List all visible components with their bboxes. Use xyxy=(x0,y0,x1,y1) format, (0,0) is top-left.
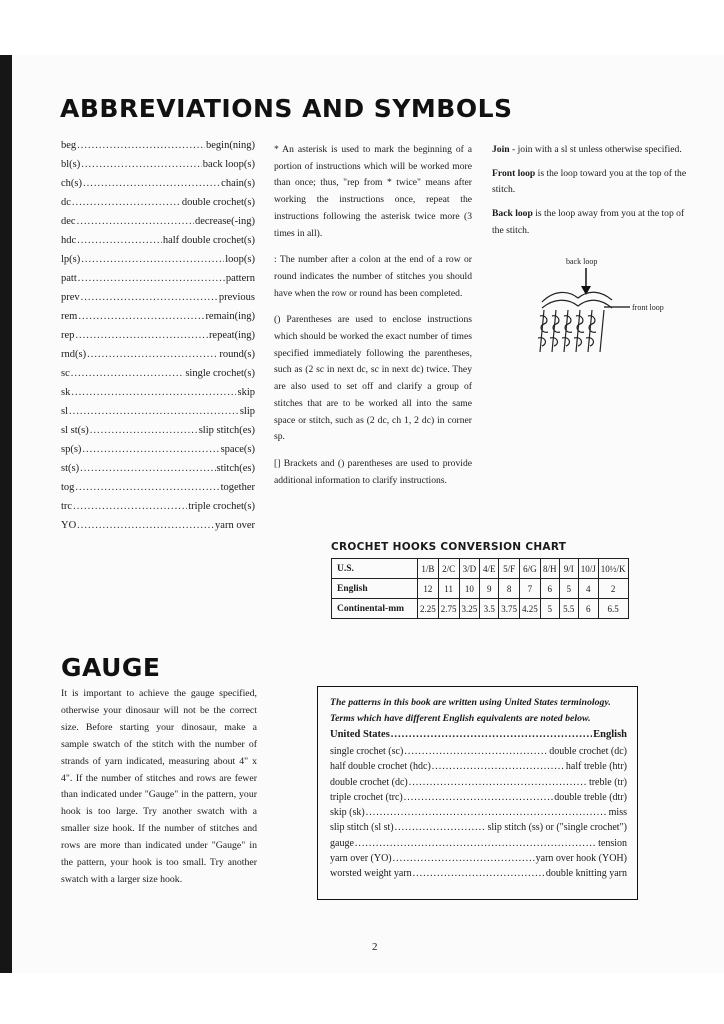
leader-dots xyxy=(77,520,214,531)
leader-dots xyxy=(81,292,218,303)
english-term: double crochet (dc) xyxy=(549,746,627,757)
abbreviation-definition: single crochet(s) xyxy=(185,368,255,379)
hooks-table-cell: 5 xyxy=(559,579,578,599)
hooks-table-cell: 2.25 xyxy=(418,599,439,619)
abbreviation-definition: decrease(-ing) xyxy=(194,216,255,227)
hooks-table xyxy=(331,558,629,619)
back-loop-text: is the loop away from you at the top of the stitch. xyxy=(492,208,685,236)
leader-dots xyxy=(69,406,239,417)
us-term: yarn over (YO) xyxy=(330,853,392,865)
terminology-row xyxy=(330,792,627,807)
join-definition xyxy=(492,142,688,159)
abbreviation-row xyxy=(61,501,255,520)
abbreviation-definition: space(s) xyxy=(220,444,255,455)
abbreviation-row xyxy=(61,292,255,311)
leader-dots xyxy=(82,444,219,455)
abbreviation-term: prev xyxy=(61,292,80,303)
hooks-table-cell: 6 xyxy=(540,579,559,599)
header-english: English xyxy=(593,729,627,740)
abbreviation-definition: loop(s) xyxy=(225,254,255,265)
english-term: miss xyxy=(608,807,627,819)
abbreviation-term: sl st(s) xyxy=(61,425,89,436)
leader-dots xyxy=(71,387,236,398)
english-term: tension xyxy=(598,837,627,849)
hooks-table-cell: 9 xyxy=(480,579,499,599)
abbreviation-definition: slip xyxy=(239,406,255,417)
header-united-states: United States xyxy=(330,729,390,740)
asterisk-note: * An asterisk is used to mark the beginning of a portion of instructions which will be worked more than once; thus, "rep from * twice" means after working the instructions once, repeat the instructions following the asterisk twice more (3 times in all). xyxy=(274,144,472,239)
hooks-table-cell: 5/F xyxy=(499,559,520,579)
abbreviation-row xyxy=(61,273,255,292)
leader-dots xyxy=(404,792,554,803)
hooks-table-cell: 2.75 xyxy=(438,599,459,619)
abbreviation-definition: skip xyxy=(237,387,255,398)
join-text: - join with a sl st unless otherwise specified. xyxy=(509,144,682,155)
hooks-row-label: Continental-mm xyxy=(332,599,418,619)
us-term: skip (sk) xyxy=(330,807,365,819)
abbreviation-row xyxy=(61,425,255,444)
abbreviation-row xyxy=(61,235,255,254)
english-term: yarn over hook (YOH) xyxy=(535,853,627,865)
abbreviation-definition: slip stitch(es) xyxy=(198,425,255,436)
leader-dots xyxy=(75,330,208,341)
abbreviation-row xyxy=(61,159,255,178)
terminology-row xyxy=(330,746,627,761)
terminology-row xyxy=(330,868,627,883)
hooks-chart-title: CROCHET HOOKS CONVERSION CHART xyxy=(331,541,567,553)
abbreviation-row xyxy=(61,444,255,463)
hooks-row-label: U.S. xyxy=(332,559,418,579)
parentheses-note: () Parentheses are used to enclose instructions which should be worked the exact number of times specified immediately following the parentheses, such as (2 sc in next dc, sc in next dc) twice. They are also used to set off and clarify a group of stitches that are to be worked all into the same space or stitch, such as (2 dc, ch 1, 2 dc) in corner sp. xyxy=(274,314,472,443)
abbreviation-definition: repeat(ing) xyxy=(208,330,255,341)
leader-dots xyxy=(75,482,219,493)
abbreviation-definition: previous xyxy=(218,292,255,303)
leader-dots xyxy=(409,777,588,788)
back-loop-definition xyxy=(492,206,688,239)
terminology-row xyxy=(330,822,627,837)
hooks-table-cell: 4 xyxy=(578,579,598,599)
english-term: double treble (dtr) xyxy=(554,791,627,803)
hooks-table-cell: 6 xyxy=(578,599,598,619)
leader-dots xyxy=(81,159,202,170)
front-loop-text: is the loop toward you at the top of the stitch. xyxy=(492,167,687,196)
join-label: Join xyxy=(492,144,510,155)
leader-dots xyxy=(393,853,535,864)
abbreviation-row xyxy=(61,387,255,406)
abbreviations-heading: ABBREVIATIONS AND SYMBOLS xyxy=(60,94,513,123)
hooks-table-cell: 3.5 xyxy=(480,599,499,619)
hooks-table-cell: 6/G xyxy=(520,559,541,579)
leader-dots xyxy=(78,311,204,322)
hooks-table-cell: 6.5 xyxy=(598,599,628,619)
leader-dots xyxy=(83,178,220,189)
terminology-header xyxy=(330,729,627,746)
us-term: worsted weight yarn xyxy=(330,868,412,880)
terminology-row xyxy=(330,777,627,792)
hooks-table-row xyxy=(332,559,629,579)
leader-dots xyxy=(77,216,194,227)
scan-margin-bottom xyxy=(0,973,724,1024)
gauge-paragraph: It is important to achieve the gauge specified, otherwise your dinosaur will not be the correct size. Before starting your dinosaur, make a sample swatch of the stitch with the number of strands of yarn indicated, measuring about 4" x 4". If the number of stitches and rows are fewer than indicated under "Gauge" in the pattern, your hook is too large. Try another swatch with a smaller size hook. If the number of stitches and rows are more than indicated under "Gauge" in the pattern, your hook is too small. Try another swatch with a larger size hook. xyxy=(61,688,257,885)
abbreviations-list xyxy=(61,140,255,539)
leader-dots xyxy=(391,729,592,740)
scan-margin-top xyxy=(0,0,724,55)
terminology-row xyxy=(330,853,627,868)
abbreviation-term: rem xyxy=(61,311,78,322)
hooks-table-row xyxy=(332,579,629,599)
abbreviation-definition: pattern xyxy=(225,273,255,284)
terminology-box xyxy=(317,686,638,900)
abbreviation-definition: round(s) xyxy=(219,349,255,360)
abbreviation-definition: triple crochet(s) xyxy=(188,501,255,512)
hooks-table-cell: 2 xyxy=(598,579,628,599)
scan-edge-left xyxy=(0,55,12,973)
abbreviation-definition: half double crochet(s) xyxy=(162,235,255,246)
hooks-table-cell: 10 xyxy=(459,579,480,599)
hooks-row-label: English xyxy=(332,579,418,599)
terminology-rows xyxy=(330,746,627,884)
abbreviation-term: dec xyxy=(61,216,76,227)
abbreviation-definition: chain(s) xyxy=(221,178,255,189)
abbreviation-row xyxy=(61,406,255,425)
abbreviation-row xyxy=(61,140,255,159)
front-loop-label: Front loop xyxy=(492,167,536,179)
abbreviation-term: rep xyxy=(61,330,75,341)
hooks-table-row xyxy=(332,599,629,619)
abbreviation-term: sc xyxy=(61,368,70,379)
abbreviation-term: ch(s) xyxy=(61,178,82,189)
leader-dots xyxy=(81,254,224,265)
hooks-table-cell: 7 xyxy=(520,579,541,599)
abbreviation-row xyxy=(61,311,255,330)
abbreviation-term: tog xyxy=(61,482,75,493)
back-loop-label: Back loop xyxy=(492,208,533,220)
back-loop-label: back loop xyxy=(566,257,598,266)
leader-dots xyxy=(355,838,597,849)
hooks-table-cell: 3/D xyxy=(459,559,480,579)
terminology-row xyxy=(330,761,627,776)
hooks-table-cell: 4/E xyxy=(480,559,499,579)
abbreviation-row xyxy=(61,482,255,501)
hooks-table-cell: 3.25 xyxy=(459,599,480,619)
leader-dots xyxy=(77,235,162,246)
hooks-table-cell: 3.75 xyxy=(499,599,520,619)
hooks-table-cell: 8 xyxy=(499,579,520,599)
leader-dots xyxy=(78,273,225,284)
us-term: half double crochet (hdc) xyxy=(330,761,431,773)
stitch-loop-diagram xyxy=(534,252,684,362)
abbreviation-term: bl(s) xyxy=(61,159,81,170)
english-term: slip stitch (ss) or ("single crochet") xyxy=(487,822,627,834)
abbreviation-term: sl xyxy=(61,406,69,417)
hooks-conversion-chart xyxy=(331,541,629,619)
us-term: single crochet (sc) xyxy=(330,746,404,757)
hooks-table-cell: 5 xyxy=(540,599,559,619)
abbreviation-term: beg xyxy=(61,140,77,151)
abbreviation-term: trc xyxy=(61,501,73,512)
page-number: 2 xyxy=(372,941,378,953)
leader-dots xyxy=(80,463,215,474)
abbreviation-term: rnd(s) xyxy=(61,349,87,360)
hooks-table-cell: 4.25 xyxy=(520,599,541,619)
hooks-table-cell: 12 xyxy=(418,579,439,599)
us-term: slip stitch (sl st) xyxy=(330,822,394,834)
terms-column xyxy=(492,142,688,247)
terminology-row xyxy=(330,807,627,822)
hooks-table-cell: 5.5 xyxy=(559,599,578,619)
abbreviation-definition: begin(ning) xyxy=(206,140,255,151)
leader-dots xyxy=(77,140,205,151)
front-loop-definition xyxy=(492,166,688,199)
leader-dots xyxy=(432,761,565,772)
front-loop-label: front loop xyxy=(632,303,664,312)
hooks-table-cell: 11 xyxy=(438,579,459,599)
abbreviation-definition: back loop(s) xyxy=(202,159,255,170)
abbreviation-term: patt xyxy=(61,273,77,284)
us-term: gauge xyxy=(330,837,354,849)
abbreviation-row xyxy=(61,463,255,482)
abbreviation-definition: stitch(es) xyxy=(216,463,255,474)
abbreviation-row xyxy=(61,349,255,368)
leader-dots xyxy=(87,349,218,360)
gauge-heading: GAUGE xyxy=(61,653,161,682)
hooks-table-cell: 10½/K xyxy=(598,559,628,579)
us-term: triple crochet (trc) xyxy=(330,791,403,803)
leader-dots xyxy=(73,501,187,512)
hooks-table-cell: 9/I xyxy=(559,559,578,579)
leader-dots xyxy=(395,822,487,833)
abbreviation-term: YO xyxy=(61,520,77,531)
abbreviation-term: sp(s) xyxy=(61,444,82,455)
brackets-note: [] Brackets and () parentheses are used to provide additional information to clarify instructions. xyxy=(274,457,472,486)
abbreviation-definition: remain(ing) xyxy=(205,311,255,322)
leader-dots xyxy=(404,746,548,757)
hooks-table-cell: 1/B xyxy=(418,559,439,579)
stitch-drawing xyxy=(538,292,612,352)
colon-note: : The number after a colon at the end of a row or round indicates the number of stitches you should have when the row or round has been completed. xyxy=(274,254,472,299)
abbreviation-row xyxy=(61,216,255,235)
leader-dots xyxy=(90,425,198,436)
symbols-column xyxy=(274,142,472,499)
english-term: treble (tr) xyxy=(588,776,627,788)
leader-dots xyxy=(72,197,181,208)
hooks-table-cell: 10/J xyxy=(578,559,598,579)
terminology-row xyxy=(330,838,627,853)
hooks-table-cell: 2/C xyxy=(438,559,459,579)
abbreviation-term: st(s) xyxy=(61,463,80,474)
hooks-table-cell: 8/H xyxy=(540,559,559,579)
abbreviation-row xyxy=(61,330,255,349)
terminology-intro: The patterns in this book are written using United States terminology. Terms which have different English equivalents are noted below. xyxy=(330,697,611,724)
leader-dots xyxy=(413,868,545,879)
leader-dots xyxy=(366,807,608,818)
english-term: double knitting yarn xyxy=(545,868,627,880)
leader-dots xyxy=(71,368,185,379)
abbreviation-row xyxy=(61,197,255,216)
abbreviation-term: dc xyxy=(61,197,71,208)
abbreviation-term: hdc xyxy=(61,235,77,246)
abbreviation-definition: yarn over xyxy=(215,520,255,531)
abbreviation-row xyxy=(61,520,255,539)
abbreviation-row xyxy=(61,254,255,273)
abbreviation-definition: double crochet(s) xyxy=(181,197,255,208)
abbreviation-term: lp(s) xyxy=(61,254,81,265)
english-term: half treble (htr) xyxy=(565,761,627,773)
abbreviation-row xyxy=(61,178,255,197)
us-term: double crochet (dc) xyxy=(330,776,408,788)
abbreviation-definition: together xyxy=(220,482,255,493)
abbreviation-term: sk xyxy=(61,387,71,398)
abbreviation-row xyxy=(61,368,255,387)
